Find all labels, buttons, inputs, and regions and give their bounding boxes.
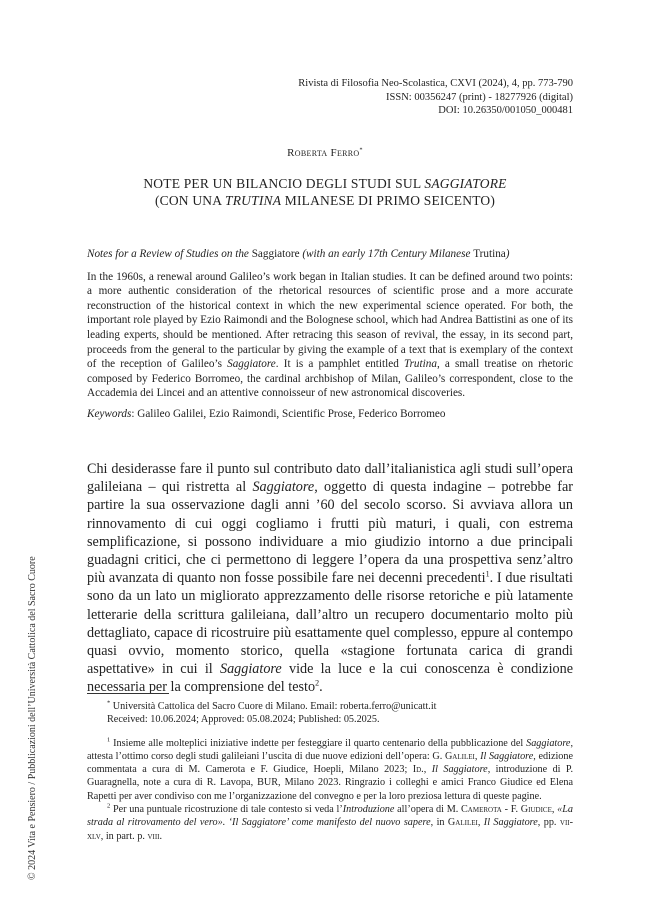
fn-span: , — [474, 750, 481, 762]
fn-italic: Introduzione — [342, 804, 395, 816]
received-dates: Received: 10.06.2024; Approved: 05.08.2024; Published: 05.2025. — [107, 714, 380, 726]
abstract-italic: Trutina — [403, 358, 437, 371]
footnote-ref-1[interactable]: 1 — [485, 569, 490, 579]
journal-header — [298, 77, 573, 118]
article-title — [90, 175, 560, 209]
fn-italic: «La strada al ritrovamento del vero». ‘Il Saggiatore’ come manifesto del nuovo sapere — [87, 804, 573, 829]
author-line — [0, 147, 650, 159]
footnote-number: 1 — [107, 736, 111, 744]
fn-italic: Il Saggiatore — [431, 764, 488, 776]
footnote-2 — [87, 803, 573, 843]
fn-span: , pp. — [537, 817, 560, 829]
affiliation-text: Università Cattolica del Sacro Cuore di Milano. Email: roberta.ferro@unicatt.it — [110, 701, 437, 712]
journal-citation: Rivista di Filosofia Neo-Scolastica, CXVI (2024), 4, pp. 773-790 — [298, 78, 573, 89]
abstract-italic: Saggiatore — [227, 358, 276, 371]
english-title-upright: Saggiatore — [251, 248, 300, 260]
english-title-text: Notes for a Review of Studies on the — [87, 248, 252, 260]
fn-smallcaps: viii — [147, 830, 160, 842]
title-text: NOTE PER UN BILANCIO DEGLI STUDI SUL — [143, 176, 425, 191]
fn-span: all’opera di M. — [394, 804, 462, 816]
fn-span: , — [477, 817, 484, 829]
fn-span: - F. — [501, 804, 521, 816]
footnote-ref-2[interactable]: 2 — [315, 678, 320, 688]
author-name: Roberta Ferro — [287, 147, 360, 159]
fn-italic: Il Saggiatore — [483, 817, 538, 829]
fn-span: Per una puntuale ricostruzione di tale contesto si veda l’ — [110, 804, 343, 816]
abstract-span: , a small treatise on rhetoric composed by Federico Borromeo, the cardinal archbishop of Milan, Galileo’s correspondent, close to the Accademia dei Lincei and an attentive connoisseur of new astronomical discoveries. — [87, 358, 573, 400]
journal-doi: DOI: 10.26350/001050_000481 — [438, 105, 573, 116]
fn-smallcaps: Galilei — [447, 817, 478, 829]
english-title-text: ) — [505, 248, 510, 260]
fn-italic: Il Saggiatore — [480, 750, 534, 762]
fn-smallcaps: Id. — [412, 764, 424, 776]
fn-span: , — [551, 804, 558, 816]
title-line-2 — [90, 192, 560, 209]
abstract-span: . It is a pamphlet entitled — [275, 358, 404, 371]
abstract-text — [87, 270, 573, 401]
fn-italic: Saggiatore — [526, 737, 571, 749]
fn-span: , edizione commentata a cura di M. Camerota e F. Giudice, Hoepli, Milano 2023; — [87, 750, 574, 776]
title-line-1 — [90, 175, 560, 192]
journal-issn: ISSN: 00356247 (print) - 18277926 (digital) — [386, 91, 573, 103]
keywords-list: : Galileo Galilei, Ezio Raimondi, Scientific Prose, Federico Borromeo — [131, 407, 446, 420]
footnote-divider — [87, 693, 169, 694]
abstract-span: In the 1960s, a renewal around Galileo’s work began in Italian studies. It can be defined around two points: a more authentic consideration of the rhetorical resources of scientific prose and a more accurate reconstruction of the historical context in which the new experimental science operated. For both, the important role played by Ezio Raimondi and the Bolognese school, which had Andrea Battistini as one of its leading experts, should be mentioned. After retracing this season of revival, the essay, in its second part, proceeds from the general to the particular by giving the example of a text that is exemplary of the context of the reception of Galileo’s — [87, 270, 573, 371]
body-span: . I due risultati sono da un lato un migliorato apprezzamento delle risorse retoriche e più latamente letterarie della scrittura galileiana, dall’altro un recupero documentario molto più dettagliato, capace di ricostruire più esattamente quel complesso, eppure al contempo quasi ovvio, momento storico, quella «stagione fortunata carica di grandi aspettative» in cui il — [87, 570, 573, 678]
fn-smallcaps: Giudice — [520, 804, 552, 816]
body-span: . — [319, 679, 323, 696]
fn-smallcaps: Camerota — [461, 804, 502, 816]
footnote-number: 2 — [107, 802, 111, 810]
title-italic: TRUTINA — [225, 193, 282, 208]
footnote-1 — [87, 737, 573, 803]
body-italic: Saggiatore — [252, 479, 315, 496]
title-text: (CON UNA — [154, 193, 226, 208]
fn-smallcaps: vii-xlv — [87, 817, 574, 842]
fn-span: , in — [430, 817, 448, 829]
english-title — [87, 247, 573, 262]
fn-span: , attesta l’ottimo corso degli studi galileiani l’uscita di due nuove edizioni dell’opera: G. — [87, 737, 573, 762]
title-text: MILANESE DI PRIMO SEICENTO) — [281, 193, 496, 208]
fn-span: , — [423, 764, 432, 776]
footnote-mark: * — [107, 699, 111, 707]
footnote-affiliation — [87, 700, 573, 727]
fn-span: , in part. p. — [100, 830, 148, 842]
keywords — [87, 407, 573, 422]
fn-span: , introduzione di P. Guaragnella, note a cura di R. Lavopa, BUR, Milano 2023. Ringrazio i colleghi e amici Franco Giudice ed Elena Rapetti per aver condiviso con me l’organizzazione del convegno e per la loro preziosa lettura di queste pagine. — [87, 764, 574, 802]
main-body — [87, 460, 573, 697]
footnotes — [87, 700, 573, 843]
copyright-sidebar: © 2024 Vita e Pensiero / Pubblicazioni dell’Università Cattolica del Sacro Cuore — [27, 556, 38, 880]
fn-span: . — [159, 830, 163, 842]
body-span: , oggetto di questa indagine – potrebbe far partire la sua osservazione dagli anni ’60 del secolo scorso. Si avviava allora un rinnovamento di cui oggi cogliamo i frutti più maturi, i quali, con estrema semplificazione, si possono individuare a mio giudizio intorno a due principali guadagni critici, che ci permettono di leggere l’opera da una prospettiva senz’altro più avanzata di quanto non fosse possibile fare nei decenni precedenti — [87, 479, 573, 587]
english-title-text: (with an early 17th Century Milanese — [299, 248, 474, 260]
abstract — [87, 247, 573, 422]
english-title-upright: Trutina — [473, 248, 506, 260]
body-italic: Saggiatore — [219, 661, 282, 678]
fn-span: Insieme alle molteplici iniziative indette per festeggiare il quarto centenario della pubblicazione del — [110, 737, 527, 749]
author-footnote-mark: * — [359, 147, 363, 154]
body-span: Chi desiderasse fare il punto sul contributo dato dall’italianistica agli studi sull’opera galileiana – qui ristretta al — [87, 461, 573, 496]
keywords-label: Keywords — [87, 407, 132, 420]
title-italic: SAGGIATORE — [424, 176, 507, 191]
fn-smallcaps: Galilei — [444, 750, 475, 762]
body-paragraph — [87, 460, 573, 697]
body-span: vide la luce e la cui conoscenza è condizione necessaria per la comprensione del testo — [87, 661, 573, 696]
